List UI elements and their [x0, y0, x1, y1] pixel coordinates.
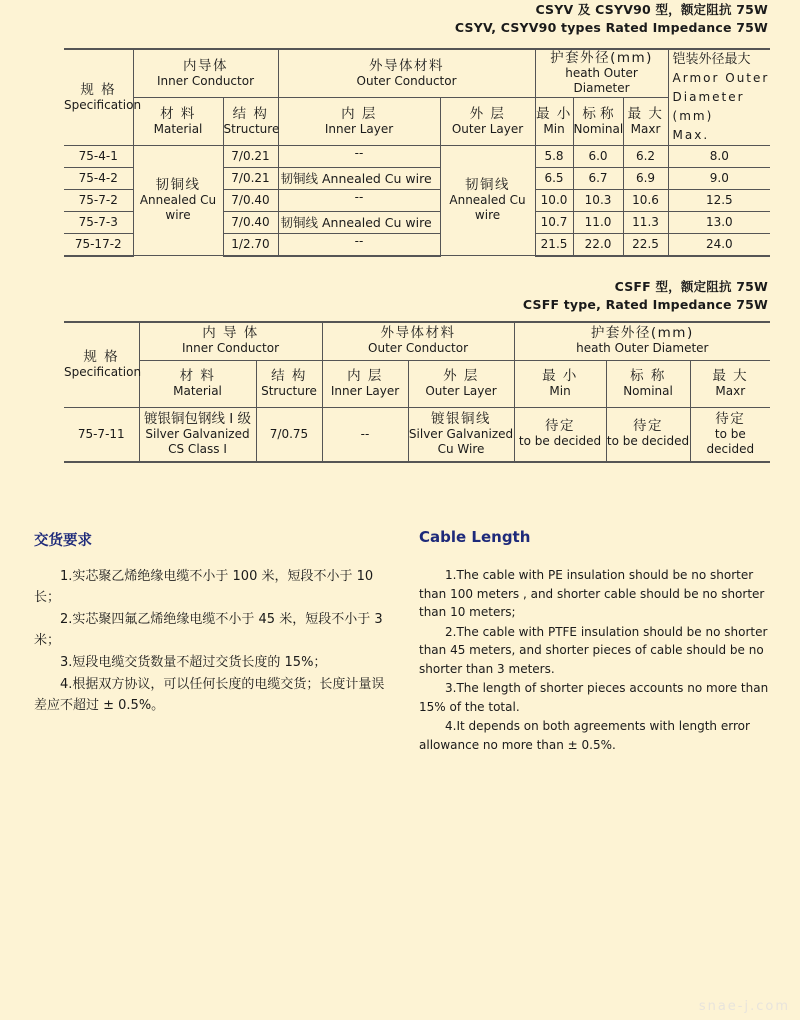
inner-material-cell: 韧铜线 Annealed Cu wire	[133, 146, 223, 256]
max-cell: 11.3	[623, 212, 668, 234]
list-item: 2.实芯聚四氟乙烯绝缘电缆不小于 45 米，短段不小于 3 米；	[34, 612, 383, 648]
inner-layer-cell: 韧铜线 Annealed Cu wire	[278, 168, 440, 190]
min-cell: 21.5	[535, 234, 573, 256]
max-cell: 22.5	[623, 234, 668, 256]
csff-title-cn: CSFF 型，额定阻抗 75W	[614, 279, 768, 294]
min-cell: 10.7	[535, 212, 573, 234]
csff-min-header: 最 小 Min	[514, 360, 606, 407]
list-item: 2.The cable with PTFE insulation should be no shorter than 45 meters, and shorter pieces of cable should be no shorter than 3 meters.	[419, 624, 768, 676]
csff-spec-header: 规 格 Specification	[64, 322, 139, 407]
csyv-inner-layer-header: 内 层 Inner Layer	[278, 98, 440, 146]
csyv-nom-header: 标 称 Nominal	[573, 98, 623, 146]
csff-inner-header: 内 导 体 Inner Conductor	[139, 322, 322, 360]
structure-cell: 1/2.70	[223, 234, 278, 256]
min-cell: 5.8	[535, 146, 573, 168]
csyv-outer-header: 外导体材料 Outer Conductor	[278, 49, 535, 98]
table-row	[64, 146, 770, 168]
structure-cell: 7/0.21	[223, 146, 278, 168]
watermark: snae-j.com	[698, 999, 790, 1014]
list-item: 3.The length of shorter pieces accounts no more than 15% of the total.	[419, 681, 769, 714]
armor-cell: 12.5	[668, 190, 770, 212]
nom-cell: 6.0	[573, 146, 623, 168]
csff-sheath-header: 护套外径(mm) heath Outer Diameter	[514, 322, 770, 360]
list-item: 4.It depends on both agreements with length error allowance no more than ± 0.5%.	[419, 719, 750, 752]
armor-cell: 24.0	[668, 234, 770, 256]
armor-cell: 13.0	[668, 212, 770, 234]
min-cell: 待定 to be decided	[514, 407, 606, 462]
csff-max-header: 最 大 Maxr	[690, 360, 770, 407]
spec-cell: 75-7-3	[64, 212, 133, 234]
csff-inner-layer-header: 内 层 Inner Layer	[322, 360, 408, 407]
cable-length-text	[419, 566, 775, 755]
structure-cell: 7/0.75	[256, 407, 322, 462]
material-cell: 镀银铜包钢线 I 级 Silver Galvanized CS Class Ⅰ	[139, 407, 256, 462]
nom-cell: 6.7	[573, 168, 623, 190]
spec-cell: 75-4-2	[64, 168, 133, 190]
table-row	[64, 407, 770, 462]
armor-cell: 9.0	[668, 168, 770, 190]
csyv-sheath-header: 护套外径(mm) heath Outer Diameter	[535, 49, 668, 98]
csyv-max-header: 最 大 Maxr	[623, 98, 668, 146]
delivery-cn-heading: 交货要求	[34, 533, 92, 549]
cable-length-heading: Cable Length	[419, 528, 531, 546]
structure-cell: 7/0.40	[223, 212, 278, 234]
csyv-outer-layer-header: 外 层 Outer Layer	[440, 98, 535, 146]
outer-layer-cell: 韧铜线 Annealed Cu wire	[440, 146, 535, 256]
csff-nom-header: 标 称 Nominal	[606, 360, 690, 407]
outer-layer-cell: 镀银铜线 Silver Galvanized Cu Wire	[408, 407, 514, 462]
spec-cell: 75-7-11	[64, 407, 139, 462]
csyv-min-header: 最 小 Min	[535, 98, 573, 146]
inner-layer-cell: --	[322, 407, 408, 462]
inner-layer-cell: --	[278, 234, 440, 256]
min-cell: 6.5	[535, 168, 573, 190]
csff-structure-header: 结 构 Structure	[256, 360, 322, 407]
csff-material-header: 材 料 Material	[139, 360, 256, 407]
csyv-title-en: CSYV, CSYV90 types Rated Impedance 75W	[454, 20, 768, 35]
structure-cell: 7/0.40	[223, 190, 278, 212]
list-item: 3.短段电缆交货数量不超过交货长度的 15%；	[60, 655, 327, 670]
max-cell: 6.9	[623, 168, 668, 190]
list-item: 1.The cable with PE insulation should be no shorter than 100 meters , and shorter cable should be no shorter than 10 meters;	[419, 568, 765, 619]
csff-table	[64, 321, 770, 463]
csff-outer-layer-header: 外 层 Outer Layer	[408, 360, 514, 407]
csff-outer-header: 外导体材料 Outer Conductor	[322, 322, 514, 360]
spec-cell: 75-7-2	[64, 190, 133, 212]
csff-title	[523, 278, 768, 314]
csyv-inner-header: 内导体 Inner Conductor	[133, 49, 278, 98]
csyv-table	[64, 48, 770, 257]
max-cell: 10.6	[623, 190, 668, 212]
inner-layer-cell: 韧铜线 Annealed Cu wire	[278, 212, 440, 234]
nom-cell: 11.0	[573, 212, 623, 234]
csyv-title	[455, 1, 768, 37]
armor-cell: 8.0	[668, 146, 770, 168]
list-item: 1.实芯聚乙烯绝缘电缆不小于 100 米，短段不小于 10 长；	[34, 569, 374, 605]
csff-title-en: CSFF type, Rated Impedance 75W	[522, 297, 768, 312]
nom-cell: 10.3	[573, 190, 623, 212]
spec-cell: 75-17-2	[64, 234, 133, 256]
nom-cell: 待定 to be decided	[606, 407, 690, 462]
list-item: 4.根据双方协议，可以任何长度的电缆交货；长度计量误差应不超过 ± 0.5%。	[34, 677, 385, 713]
csyv-spec-header: 规 格 Specification	[64, 49, 133, 146]
delivery-cn-text	[34, 566, 390, 717]
csyv-title-cn: CSYV 及 CSYV90 型，额定阻抗 75W	[535, 2, 768, 17]
structure-cell: 7/0.21	[223, 168, 278, 190]
inner-layer-cell: --	[278, 146, 440, 168]
csyv-structure-header: 结 构 Structure	[223, 98, 278, 146]
max-cell: 6.2	[623, 146, 668, 168]
spec-cell: 75-4-1	[64, 146, 133, 168]
nom-cell: 22.0	[573, 234, 623, 256]
max-cell: 待定 to be decided	[690, 407, 770, 462]
csyv-armor-header: 铠装外径最大 Armor Outer Diameter (mm) Max.	[668, 49, 770, 146]
min-cell: 10.0	[535, 190, 573, 212]
inner-layer-cell: --	[278, 190, 440, 212]
csyv-material-header: 材 料 Material	[133, 98, 223, 146]
